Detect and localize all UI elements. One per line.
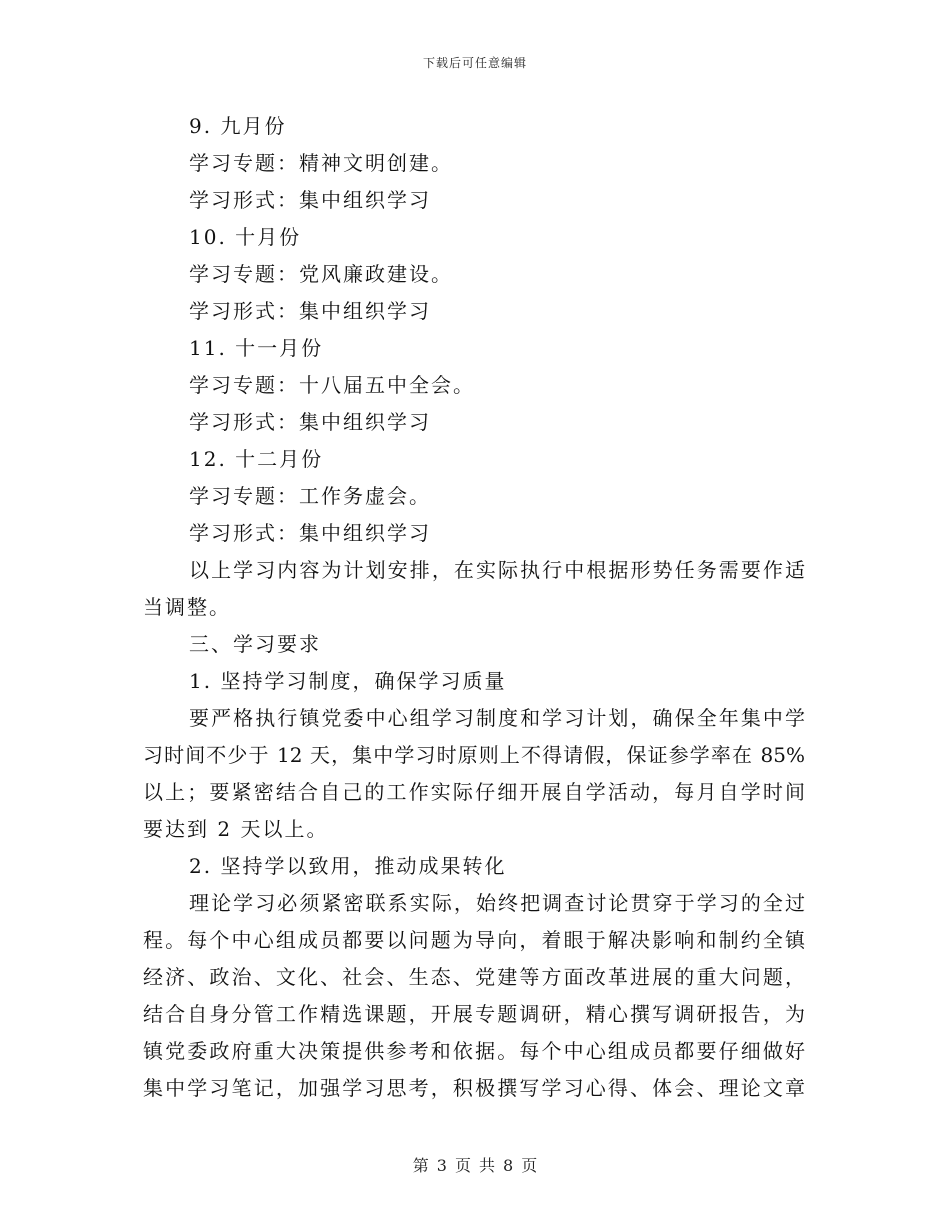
- paragraph-line: 9. 九月份: [189, 114, 287, 138]
- paragraph-line: 12. 十二月份: [189, 447, 324, 471]
- paragraph-line: 学习专题：工作务虚会。: [189, 484, 431, 508]
- paragraph-line: 学习形式：集中组织学习: [189, 299, 431, 323]
- paragraph-line: 学习形式：集中组织学习: [189, 188, 431, 212]
- paragraph-line: 以上；要紧密结合自己的工作实际仔细开展自学活动，每月自学时间: [143, 780, 805, 804]
- page-label-gong: 共: [479, 1156, 496, 1175]
- page-total: 8: [503, 1156, 514, 1175]
- subsection-heading: 2. 坚持学以致用，推动成果转化: [189, 854, 507, 878]
- page-header: 下载后可任意编辑: [422, 56, 527, 70]
- paragraph-line: 以上学习内容为计划安排，在实际执行中根据形势任务需要作适: [189, 558, 805, 582]
- paragraph-line: 镇党委政府重大决策提供参考和依据。每个中心组成员都要仔细做好: [143, 1039, 805, 1063]
- paragraph-line: 经济、政治、文化、社会、生态、党建等方面改革进展的重大问题，: [143, 965, 805, 989]
- page-label-di: 第: [412, 1156, 429, 1175]
- paragraph-line: 要达到 2 天以上。: [143, 817, 329, 841]
- paragraph-line: 学习形式：集中组织学习: [189, 521, 431, 545]
- paragraph-line: 学习专题：十八届五中全会。: [189, 373, 475, 397]
- paragraph-line: 11. 十一月份: [189, 336, 324, 360]
- page-label-ye2: 页: [521, 1156, 538, 1175]
- paragraph-line: 学习形式：集中组织学习: [189, 410, 431, 434]
- document-body: [143, 108, 805, 1107]
- subsection-heading: 1. 坚持学习制度，确保学习质量: [189, 669, 507, 693]
- paragraph-line: 要严格执行镇党委中心组学习制度和学习计划，确保全年集中学: [189, 706, 805, 730]
- paragraph-line: 10. 十月份: [189, 225, 302, 249]
- page-number: 3: [436, 1156, 447, 1175]
- page-label-ye: 页: [454, 1156, 471, 1175]
- paragraph-line: 程。每个中心组成员都要以问题为导向，着眼于解决影响和制约全镇: [143, 928, 805, 952]
- paragraph-line: 当调整。: [143, 595, 231, 619]
- paragraph-line: 习时间不少于 12 天，集中学习时原则上不得请假，保证参学率在 85%: [143, 743, 805, 767]
- paragraph-line: 集中学习笔记，加强学习思考，积极撰写学习心得、体会、理论文章: [143, 1076, 805, 1100]
- paragraph-line: 学习专题：精神文明创建。: [189, 151, 453, 175]
- page-footer: [0, 1153, 950, 1176]
- paragraph-line: 结合自身分管工作精选课题，开展专题调研，精心撰写调研报告，为: [143, 1002, 805, 1026]
- paragraph-line: 学习专题：党风廉政建设。: [189, 262, 453, 286]
- paragraph-line: 理论学习必须紧密联系实际，始终把调查讨论贯穿于学习的全过: [189, 891, 805, 915]
- section-heading: 三、学习要求: [189, 632, 321, 656]
